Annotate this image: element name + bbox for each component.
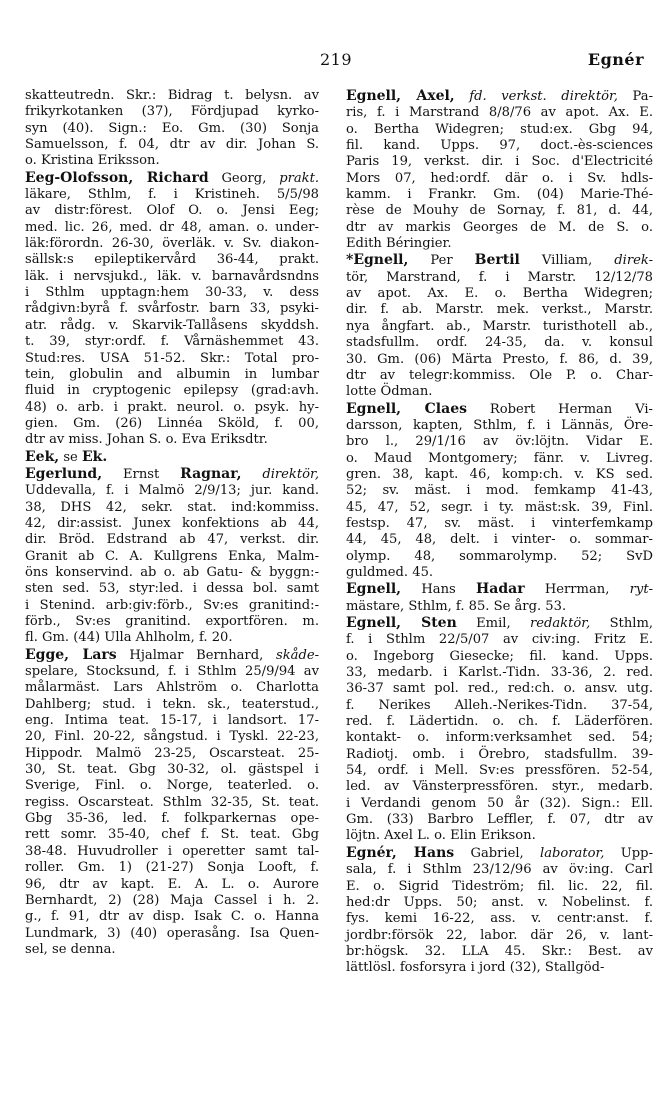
- text-line: Mors 07, hed:ordf. där o. i Sv. hdls-: [346, 170, 653, 186]
- text-line: 38, DHS 42, sekr. stat. ind:kommiss.: [25, 499, 319, 515]
- running-head: Egnér: [587, 50, 644, 69]
- text-line: dir. Bröd. Edstrand ab 47, verkst. dir.: [25, 532, 319, 548]
- entry-text: Upp-: [604, 845, 653, 861]
- text-line: nya ångfart. ab., Marstr. turisthotell ab.,: [346, 318, 653, 334]
- text-line: bro l., 29/1/16 av öv:löjtn. Vidar E.: [346, 434, 653, 450]
- entry-text: Georg,: [208, 170, 280, 186]
- text-line: eng. Intima teat. 15-17, i landsort. 17-: [25, 713, 319, 729]
- text-line: olymp. 48, sommarolymp. 52; SvD: [346, 548, 653, 564]
- text-line: roller. Gm. 1) (21-27) Sonja Looft, f.: [25, 860, 319, 876]
- entry-name: Eeg-Olofsson, Richard: [25, 169, 209, 186]
- entry-headline: [14, 170, 319, 187]
- biography-entry: [335, 845, 653, 977]
- text-line: E. o. Sigrid Tideström; fil. lic. 22, fil.: [346, 878, 653, 894]
- text-line: målarmäst. Lars Ahlström o. Charlotta: [25, 680, 319, 696]
- text-line: fluid in cryptogenic epilepsy (grad:avh.: [25, 383, 319, 399]
- text-line: läkare, Sthlm, f. i Kristineh. 5/5/98: [25, 187, 319, 203]
- entry-name-secondary: Hadar: [476, 581, 525, 598]
- text-line: regiss. Oscarsteat. Sthlm 32-35, St. teat.: [25, 794, 319, 810]
- text-line: gren. 38, kapt. 46, komp:ch. v. KS sed.: [346, 466, 653, 482]
- entry-text: Herrman,: [524, 582, 630, 598]
- entry-headline: [335, 252, 653, 269]
- text-line: fys. kemi 16-22, ass. v. centr:anst. f.: [346, 911, 653, 927]
- text-line: stadsfullm. ordf. 24-35, da. v. konsul: [346, 335, 653, 351]
- entry-title: laborator,: [540, 845, 605, 861]
- entry-name: Egnell, Axel,: [346, 88, 455, 104]
- entry-headline: [335, 615, 653, 632]
- text-line: i Verdandi genom 50 år (32). Sign.: Ell.: [346, 795, 653, 811]
- text-line: f. Nerikes Alleh.-Nerikes-Tidn. 37-54,: [346, 697, 653, 713]
- text-line: rèse de Mouhy de Sornay, f. 81, d. 44,: [346, 203, 653, 219]
- text-line: Gm. (33) Barbro Leffler, f. 07, dtr av: [346, 812, 653, 828]
- text-line: 48) o. arb. i prakt. neurol. o. psyk. hy-: [25, 399, 319, 415]
- biography-entry: [14, 170, 319, 449]
- text-line: 36-37 samt pol. red., red:ch. o. ansv. utg.: [346, 681, 653, 697]
- entry-headline: [14, 466, 319, 483]
- text-line: g., f. 91, dtr av disp. Isak C. o. Hanna: [25, 909, 319, 925]
- text-line: 45, 47, 52, segr. i ty. mäst:sk. 39, Finl.: [346, 499, 653, 515]
- text-line: Bernhardt, 2) (28) Maja Cassel i h. 2.: [25, 892, 319, 908]
- text-line: Samuelsson, f. 04, dtr av dir. Johan S.: [25, 137, 319, 153]
- text-line: o. Maud Montgomery; fänr. v. Livreg.: [346, 450, 653, 466]
- text-line: skatteutredn. Skr.: Bidrag t. belysn. av: [25, 88, 319, 103]
- entry-title: redaktör,: [529, 616, 591, 631]
- entry-text: Sthlm,: [590, 616, 654, 631]
- text-line: darsson, kapten, Sthlm, f. i Lännäs, Öre-: [346, 417, 653, 433]
- entry-text: Gabriel,: [454, 845, 540, 861]
- entry-title: skåde-: [276, 647, 320, 663]
- text-line: 30, St. teat. Gbg 30-32, ol. gästspel i: [25, 762, 319, 778]
- biography-entry: [14, 647, 319, 959]
- text-line: dir. f. ab. Marstr. mek. verkst., Marstr.: [346, 302, 653, 318]
- entry-headline: [335, 581, 653, 598]
- text-line: Hippodr. Malmö 23-25, Oscarsteat. 25-: [25, 745, 319, 761]
- text-line: av distr:förest. Olof O. o. Jensi Eeg;: [25, 203, 319, 219]
- text-line: fil. kand. Upps. 97, doct.-ès-sciences: [346, 138, 653, 154]
- entry-title: ryt-: [629, 582, 654, 598]
- text-line: 33, medarb. i Karlst.-Tidn. 33-36, 2. red.: [346, 665, 653, 681]
- right-column: [335, 88, 653, 977]
- text-line: 42, dir:assist. Junex konfektions ab 44,: [25, 515, 319, 531]
- entry-text: Hans: [401, 582, 477, 598]
- text-line: Dahlberg; stud. i tekn. sk., teaterstud.,: [25, 696, 319, 712]
- text-line: f. i Sthlm 22/5/07 av civ:ing. Fritz E.: [346, 632, 653, 648]
- biography-entry: [14, 466, 319, 647]
- text-line: Granit ab C. A. Kullgrens Enka, Malm-: [25, 548, 319, 564]
- biography-entry: [335, 581, 653, 615]
- text-line: o. Ingeborg Giesecke; fil. kand. Upps.: [346, 648, 653, 664]
- entry-name: Egnér, Hans: [346, 844, 455, 861]
- text-line: br:högsk. 32. LLA 45. Skr.: Best. av: [346, 943, 653, 959]
- entry-title: direk-: [614, 253, 653, 269]
- entry-name: *Egnell,: [346, 252, 409, 269]
- entry-name: Egnell, Sten: [346, 615, 457, 631]
- entry-text: se: [59, 449, 82, 465]
- entry-text: Villiam,: [519, 253, 615, 269]
- text-line: tör, Marstrand, f. i Marstr. 12/12/78: [346, 269, 653, 285]
- text-line: 38-48. Huvudroller i operetter samt tal-: [25, 843, 319, 859]
- text-line: fl. Gm. (44) Ulla Ahlholm, f. 20.: [25, 630, 233, 646]
- text-line: i Sthlm upptagn:hem 30-33, v. dess: [25, 285, 319, 301]
- text-line: sala, f. i Sthlm 23/12/96 av öv:ing. Carl: [346, 862, 653, 878]
- entry-name-secondary: Ek.: [81, 448, 108, 465]
- text-line: 20, Finl. 20-22, sångstud. i Tyskl. 22-23,: [25, 729, 319, 745]
- text-line: förb., Sv:es granitind. exportfören. m.: [25, 614, 319, 629]
- text-line: Sverige, Finl. o. Norge, teaterled. o.: [25, 778, 319, 794]
- entry-name: Eek,: [25, 448, 60, 465]
- text-line: Lundmark, 3) (40) operasång. Isa Quen-: [25, 925, 319, 941]
- text-line: Stud:res. USA 51-52. Skr.: Total pro-: [25, 350, 319, 366]
- text-line: dtr av miss. Johan S. o. Eva Eriksdtr.: [25, 432, 268, 448]
- biography-entry: [335, 615, 653, 845]
- text-line: sten sed. 53, styr:led. i dessa bol. samt: [25, 581, 319, 597]
- entry-text: Robert Herman Vi-: [466, 401, 653, 417]
- text-line: o. Kristina Eriksson.: [25, 153, 160, 169]
- text-line: Gbg 35-36, led. f. folkparkernas ope-: [25, 811, 319, 827]
- text-line: 44, 45, 48, delt. i vinter- o. sommar-: [346, 532, 653, 548]
- entry-name: Egnell, Claes: [346, 400, 467, 417]
- left-column: [14, 88, 319, 958]
- text-line: rådgivn:byrå f. svårfostr. barn 33, psyki-: [25, 301, 319, 317]
- entry-title: prakt.: [279, 170, 319, 186]
- text-line: red. f. Lädertidn. o. ch. f. Läderfören.: [346, 714, 653, 730]
- text-line: 96, dtr av kapt. E. A. L. o. Aurore: [25, 876, 319, 892]
- entry-headline: [335, 401, 653, 418]
- text-line: lättlösl. fosforsyra i jord (32), Stallgöd-: [346, 960, 605, 976]
- text-line: i Stenind. arb:giv:förb., Sv:es granitind:-: [25, 597, 319, 613]
- entry-name: Egnell,: [346, 581, 402, 598]
- entry-text: Hjalmar Bernhard,: [116, 647, 276, 663]
- text-line: jordbr:försök 22, labor. där 26, v. lant-: [346, 927, 653, 943]
- text-line: festsp. 47, sv. mäst. i vinterfemkamp: [346, 515, 653, 531]
- entry-text: Emil,: [456, 616, 530, 631]
- text-line: Uddevalla, f. i Malmö 2/9/13; jur. kand.: [25, 483, 319, 499]
- text-line: 30. Gm. (06) Märta Presto, f. 86, d. 39,: [346, 351, 653, 367]
- text-line: av apot. Ax. E. o. Bertha Widegren;: [346, 286, 653, 302]
- entry-text: Pa-: [617, 89, 653, 104]
- entry-headline: [14, 647, 319, 664]
- biography-entry: [14, 449, 319, 466]
- text-line: o. Bertha Widegren; stud:ex. Gbg 94,: [346, 121, 653, 137]
- text-line: Paris 19, verkst. dir. i Soc. d'Electricité: [346, 154, 653, 170]
- page-number: 219: [319, 50, 353, 69]
- text-line: läk. i nervsjukd., läk. v. barnavårdsndns: [25, 268, 319, 284]
- entry-name: Egge, Lars: [25, 646, 117, 663]
- page-header: [0, 50, 672, 74]
- text-line: löjtn. Axel L. o. Elin Erikson.: [346, 828, 536, 844]
- text-line: kontakt- o. inform:verksamhet sed. 54;: [346, 730, 653, 746]
- text-line: gien. Gm. (26) Linnéa Sköld, f. 00,: [25, 415, 319, 431]
- text-line: spelare, Stocksund, f. i Sthlm 25/9/94 av: [25, 664, 319, 680]
- text-line: led. av Vänsterpressfören. styr., medarb.: [346, 779, 653, 795]
- text-line: t. 39, styr:ordf. f. Vårnäshemmet 43.: [25, 334, 319, 350]
- text-line: frikyrkotanken (37), Fördjupad kyrko-: [25, 104, 319, 120]
- text-line: rett somr. 35-40, chef f. St. teat. Gbg: [25, 827, 319, 843]
- entry-headline: [14, 449, 319, 466]
- entry-name: Egerlund,: [25, 465, 103, 482]
- text-line: öns konservind. ab o. ab Gatu- & byggn:-: [25, 564, 319, 580]
- text-line: sällsk:s epileptikervård 36-44, prakt.: [25, 252, 319, 268]
- text-line: atr. rådg. v. Skarvik-Tallåsens skyddsh.: [25, 317, 319, 333]
- text-line: tein, globulin and albumin in lumbar: [25, 366, 319, 382]
- biography-entry: [335, 252, 653, 400]
- text-line: mästare, Sthlm, f. 85. Se årg. 53.: [346, 598, 567, 614]
- text-line: ris, f. i Marstrand 8/8/76 av apot. Ax. E.: [346, 105, 653, 121]
- text-line: 54, ordf. i Mell. Sv:es pressfören. 52-54,: [346, 763, 653, 779]
- text-line: Edith Béringier.: [346, 236, 452, 252]
- text-line: dtr av telegr:kommiss. Ole P. o. Char-: [346, 367, 653, 383]
- text-line: med. lic. 26, med. dr 48, aman. o. under-: [25, 219, 319, 235]
- entry-text: Per: [408, 253, 475, 269]
- entry-name-secondary: Bertil: [474, 252, 520, 269]
- text-line: dtr av markis Georges de M. de S. o.: [346, 219, 653, 235]
- biography-entry: [14, 88, 319, 170]
- entry-headline: [335, 845, 653, 862]
- biography-entry: [335, 88, 653, 252]
- entry-title: fd. verkst. direktör,: [454, 89, 618, 104]
- text-line: Radiotj. omb. i Örebro, stadsfullm. 39-: [346, 746, 653, 762]
- text-line: syn (40). Sign.: Eo. Gm. (30) Sonja: [25, 120, 319, 136]
- text-line: hed:dr Upps. 50; anst. v. Nobelinst. f.: [346, 894, 653, 910]
- biography-entry: [335, 401, 653, 582]
- text-line: kamm. i Frankr. Gm. (04) Marie-Thé-: [346, 187, 653, 203]
- text-line: lotte Ödman.: [346, 384, 433, 400]
- text-line: läk:förordn. 26-30, överläk. v. Sv. diakon-: [25, 236, 319, 252]
- entry-title: direktör,: [241, 466, 319, 482]
- text-line: guldmed. 45.: [346, 564, 434, 580]
- entry-name-secondary: Ragnar,: [180, 465, 242, 482]
- entry-headline: [335, 88, 653, 105]
- entry-text: Ernst: [102, 466, 181, 482]
- text-line: 52; sv. mäst. i mod. femkamp 41-43,: [346, 483, 653, 499]
- text-line: sel, se denna.: [25, 941, 116, 957]
